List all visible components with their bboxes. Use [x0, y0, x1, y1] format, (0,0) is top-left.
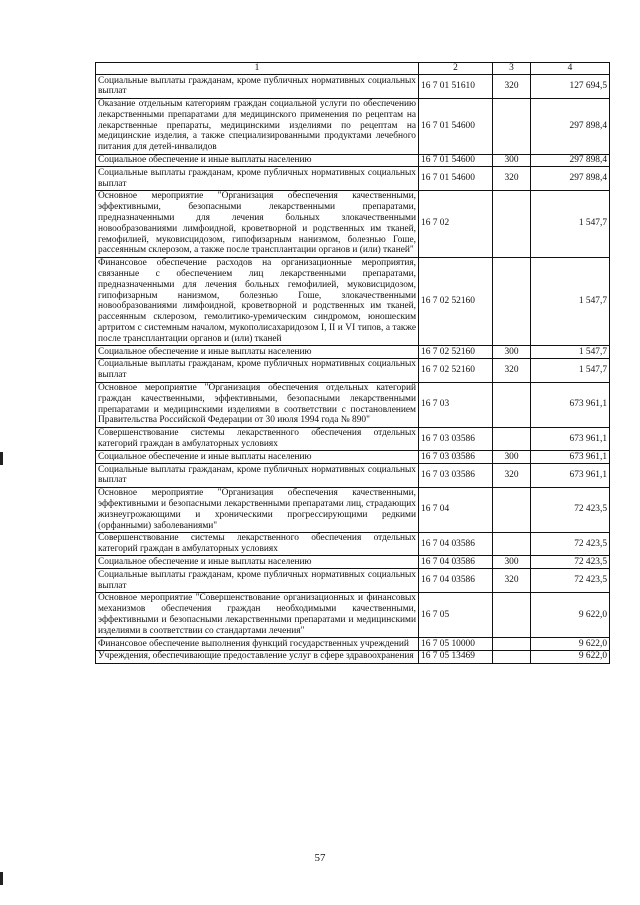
row-name-cell: Социальное обеспечение и иные выплаты населению: [96, 556, 419, 569]
table-row: [96, 556, 610, 569]
row-vr-cell: [493, 650, 531, 663]
table-row: [96, 638, 610, 651]
table-row: [96, 569, 610, 593]
row-name-cell: Социальные выплаты гражданам, кроме публичных нормативных социальных выплат: [96, 167, 419, 191]
row-code-cell: 16 7 03 03586: [419, 451, 493, 464]
row-sum-cell: 127 694,5: [531, 75, 610, 99]
row-sum-cell: 9 622,0: [531, 592, 610, 637]
row-sum-cell: 1 547,7: [531, 358, 610, 382]
row-name-cell: Учреждения, обеспечивающие предоставление услуг в сфере здравоохранения: [96, 650, 419, 663]
row-name-cell: Социальные выплаты гражданам, кроме публичных нормативных социальных выплат: [96, 569, 419, 593]
table-row: [96, 650, 610, 663]
row-sum-cell: 673 961,1: [531, 451, 610, 464]
budget-table: [95, 62, 610, 664]
row-name-cell: Основное мероприятие "Организация обеспечения отдельных категорий граждан качественными, эффективными, безопасными лекарственными препаратами и медицинскими изделиями в соответствии с постановлением Правительства Российской Федерации от 30 июля 1994 года № 890": [96, 382, 419, 427]
row-code-cell: 16 7 01 54600: [419, 167, 493, 191]
row-code-cell: 16 7 03 03586: [419, 427, 493, 451]
table-row: [96, 382, 610, 427]
row-name-cell: Социальные выплаты гражданам, кроме публичных нормативных социальных выплат: [96, 464, 419, 488]
row-code-cell: 16 7 05: [419, 592, 493, 637]
row-vr-cell: [493, 427, 531, 451]
row-vr-cell: [493, 190, 531, 257]
header-col-4: 4: [531, 63, 610, 75]
scan-mark-left-top: [0, 452, 3, 465]
table-row: [96, 154, 610, 167]
table-row: [96, 464, 610, 488]
row-code-cell: 16 7 04 03586: [419, 569, 493, 593]
row-sum-cell: 72 423,5: [531, 532, 610, 556]
row-code-cell: 16 7 04: [419, 487, 493, 532]
table-row: [96, 167, 610, 191]
row-sum-cell: 1 547,7: [531, 257, 610, 345]
table-row: [96, 592, 610, 637]
row-name-cell: Финансовое обеспечение расходов на организационные мероприятия, связанные с обеспечением лиц лекарственными препаратами, предназначенными для лечения больных гемофилией, муковисцидозом, гипофизарным нанизмом, болезнью Гоше, злокачественными новообразованиями лимфоидной, кроветворной и родственных им тканей, рассеянным склерозом, гемолитико-уремическим синдромом, юношеским артритом с системным началом, мукополисахаридозом I, II и VI типов, а также после трансплантации органов и (или) тканей: [96, 257, 419, 345]
row-sum-cell: 297 898,4: [531, 167, 610, 191]
table-row: [96, 358, 610, 382]
row-code-cell: 16 7 04 03586: [419, 556, 493, 569]
row-vr-cell: 320: [493, 75, 531, 99]
header-col-2: 2: [419, 63, 493, 75]
table-row: [96, 75, 610, 99]
row-vr-cell: 300: [493, 556, 531, 569]
row-vr-cell: [493, 592, 531, 637]
row-name-cell: Основное мероприятие "Организация обеспечения качественными, эффективными, безопасными лекарственными препаратами, предназначенными для лечения больных злокачественными новообразованиями лимфоидной, кроветворной и родственных им тканей, гемофилией, муковисцидозом, гипофизарным нанизмом, болезнью Гоше, рассеянным склерозом, а также после трансплантации органов и (или) тканей": [96, 190, 419, 257]
table-row: [96, 532, 610, 556]
row-sum-cell: 297 898,4: [531, 154, 610, 167]
header-row: [96, 63, 610, 75]
table-row: [96, 98, 610, 154]
row-name-cell: Оказание отдельным категориям граждан социальной услуги по обеспечению лекарственными препаратами для медицинского применения по рецептам на лекарственные препараты, медицинскими изделиями по рецептам на медицинские изделия, а также специализированными продуктами лечебного питания для детей-инвалидов: [96, 98, 419, 154]
row-vr-cell: 320: [493, 464, 531, 488]
row-name-cell: Основное мероприятие "Совершенствование организационных и финансовых механизмов обеспечения граждан необходимыми качественными, эффективными и безопасными лекарственными препаратами и медицинскими изделиями в соответствии со стандартами лечения": [96, 592, 419, 637]
table-row: [96, 487, 610, 532]
row-sum-cell: 9 622,0: [531, 638, 610, 651]
row-vr-cell: [493, 98, 531, 154]
row-sum-cell: 1 547,7: [531, 190, 610, 257]
table-row: [96, 190, 610, 257]
table-row: [96, 257, 610, 345]
row-sum-cell: 297 898,4: [531, 98, 610, 154]
row-vr-cell: [493, 257, 531, 345]
row-sum-cell: 673 961,1: [531, 464, 610, 488]
row-name-cell: Социальное обеспечение и иные выплаты населению: [96, 346, 419, 359]
row-name-cell: Социальное обеспечение и иные выплаты населению: [96, 451, 419, 464]
row-vr-cell: [493, 487, 531, 532]
table-row: [96, 427, 610, 451]
row-name-cell: Социальные выплаты гражданам, кроме публичных нормативных социальных выплат: [96, 358, 419, 382]
table-row: [96, 346, 610, 359]
table-body: [96, 75, 610, 664]
row-name-cell: Социальное обеспечение и иные выплаты населению: [96, 154, 419, 167]
table-row: [96, 451, 610, 464]
row-sum-cell: 72 423,5: [531, 556, 610, 569]
row-code-cell: 16 7 05 10000: [419, 638, 493, 651]
row-vr-cell: 320: [493, 569, 531, 593]
row-vr-cell: 300: [493, 451, 531, 464]
row-sum-cell: 72 423,5: [531, 487, 610, 532]
row-code-cell: 16 7 02 52160: [419, 358, 493, 382]
row-code-cell: 16 7 02: [419, 190, 493, 257]
row-sum-cell: 673 961,1: [531, 427, 610, 451]
row-sum-cell: 72 423,5: [531, 569, 610, 593]
row-code-cell: 16 7 03 03586: [419, 464, 493, 488]
row-code-cell: 16 7 01 51610: [419, 75, 493, 99]
row-code-cell: 16 7 02 52160: [419, 257, 493, 345]
row-vr-cell: 320: [493, 358, 531, 382]
row-name-cell: Совершенствование системы лекарственного обеспечения отдельных категорий граждан в амбулаторных условиях: [96, 427, 419, 451]
scan-mark-left-bottom: [0, 872, 3, 885]
row-vr-cell: [493, 532, 531, 556]
row-name-cell: Финансовое обеспечение выполнения функций государственных учреждений: [96, 638, 419, 651]
row-vr-cell: [493, 638, 531, 651]
page-number: 57: [314, 852, 326, 864]
row-name-cell: Социальные выплаты гражданам, кроме публичных нормативных социальных выплат: [96, 75, 419, 99]
table-header: [96, 63, 610, 75]
row-vr-cell: 320: [493, 167, 531, 191]
header-col-1: 1: [96, 63, 419, 75]
row-code-cell: 16 7 05 13469: [419, 650, 493, 663]
row-code-cell: 16 7 04 03586: [419, 532, 493, 556]
row-vr-cell: 300: [493, 154, 531, 167]
row-sum-cell: 673 961,1: [531, 382, 610, 427]
row-vr-cell: [493, 382, 531, 427]
row-code-cell: 16 7 01 54600: [419, 98, 493, 154]
row-vr-cell: 300: [493, 346, 531, 359]
row-code-cell: 16 7 03: [419, 382, 493, 427]
row-name-cell: Совершенствование системы лекарственного обеспечения отдельных категорий граждан в амбулаторных условиях: [96, 532, 419, 556]
header-col-3: 3: [493, 63, 531, 75]
row-code-cell: 16 7 02 52160: [419, 346, 493, 359]
row-sum-cell: 1 547,7: [531, 346, 610, 359]
row-code-cell: 16 7 01 54600: [419, 154, 493, 167]
row-name-cell: Основное мероприятие "Организация обеспечения качественными, эффективными и безопасными лекарственными препаратами лиц, страдающих жизнеугрожающими и хроническими прогрессирующими редкими (орфанными) заболеваниями": [96, 487, 419, 532]
row-sum-cell: 9 622,0: [531, 650, 610, 663]
